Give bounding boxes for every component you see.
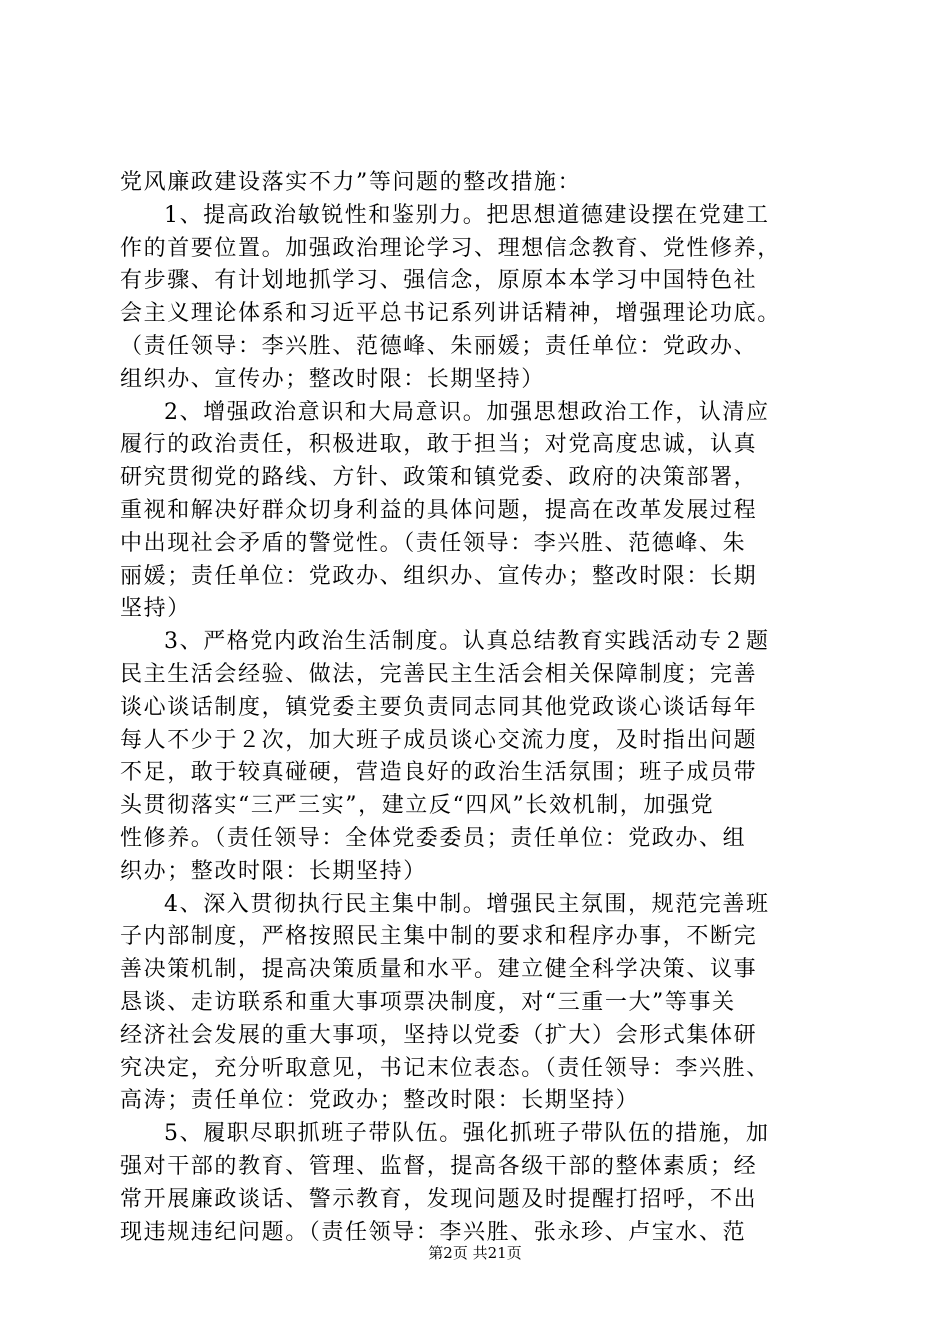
text-line: 有步骤、有计划地抓学习、强信念，原原本本学习中国特色社: [120, 268, 758, 294]
text-line: 性修养。（责任领导：全体党委委员；责任单位：党政办、组: [120, 825, 747, 851]
text-line: 谈心谈话制度，镇党委主要负责同志同其他党政谈心谈话每年: [120, 694, 758, 720]
text-line: 织办；整改时限：长期坚持）: [120, 858, 427, 884]
text-line: 研究贯彻党的路线、方针、政策和镇党委、政府的决策部署，: [120, 465, 758, 491]
text-line: 会主义理论体系和习近平总书记系列讲话精神，增强理论功底。: [120, 301, 781, 327]
paragraph-4-start: 4、深入贯彻执行民主集中制。增强民主氛围，规范完善班: [164, 891, 770, 917]
text-line: 组织办、宣传办；整改时限：长期坚持）: [120, 366, 545, 392]
text-line: 头贯彻落实“三严三实”，建立反“四风”长效机制，加强党: [120, 793, 715, 819]
text-line: 究决定，充分听取意见，书记末位表态。（责任领导：李兴胜、: [120, 1055, 770, 1081]
text-line: 善决策机制，提高决策质量和水平。建立健全科学决策、议事: [120, 957, 758, 983]
text-line: 坚持）: [120, 596, 191, 622]
text-line: 不足，敢于较真碰硬，营造良好的政治生活氛围；班子成员带: [120, 760, 758, 786]
text-line: 现违规违纪问题。（责任领导：李兴胜、张永珍、卢宝水、范: [120, 1219, 747, 1245]
paragraph-2-start: 2、增强政治意识和大局意识。加强思想政治工作，认清应: [164, 399, 770, 425]
text-line: 中出现社会矛盾的警觉性。（责任领导：李兴胜、范德峰、朱: [120, 530, 747, 556]
text-line: 强对干部的教育、管理、监督，提高各级干部的整体素质；经: [120, 1153, 758, 1179]
text-line: 履行的政治责任，积极进取，敢于担当；对党高度忠诚，认真: [120, 432, 758, 458]
text-line: 子内部制度，严格按照民主集中制的要求和程序办事，不断完: [120, 924, 758, 950]
text-line: 党风廉政建设落实不力”等问题的整改措施：: [120, 170, 582, 195]
text-line: 重视和解决好群众切身利益的具体问题，提高在改革发展过程: [120, 497, 758, 523]
body-text: [120, 167, 832, 1249]
text-line: 每人不少于２次，加大班子成员谈心交流力度，及时指出问题: [120, 727, 758, 753]
text-line: 丽媛；责任单位：党政办、组织办、宣传办；整改时限：长期: [120, 563, 758, 589]
paragraph-1-start: 1、提高政治敏锐性和鉴别力。把思想道德建设摆在党建工: [164, 202, 770, 228]
text-line: 经济社会发展的重大事项，坚持以党委（扩大）会形式集体研: [120, 1022, 758, 1048]
text-line: （责任领导：李兴胜、范德峰、朱丽媛；责任单位：党政办、: [120, 333, 758, 359]
text-line: 常开展廉政谈话、警示教育，发现问题及时提醒打招呼，不出: [120, 1186, 758, 1212]
text-line: 恳谈、走访联系和重大事项票决制度，对“三重一大”等事关: [120, 989, 736, 1015]
paragraph-3-start: 3、严格党内政治生活制度。认真总结教育实践活动专２题: [164, 629, 770, 655]
text-line: 民主生活会经验、做法，完善民主生活会相关保障制度；完善: [120, 661, 758, 687]
text-line: 高涛；责任单位：党政办；整改时限：长期坚持）: [120, 1088, 640, 1114]
text-line: 作的首要位置。加强政治理论学习、理想信念教育、党性修养，: [120, 235, 781, 261]
paragraph-5-start: 5、履职尽职抓班子带队伍。强化抓班子带队伍的措施，加: [164, 1121, 770, 1147]
page-number-footer: 第2页 共21页: [428, 1244, 522, 1262]
